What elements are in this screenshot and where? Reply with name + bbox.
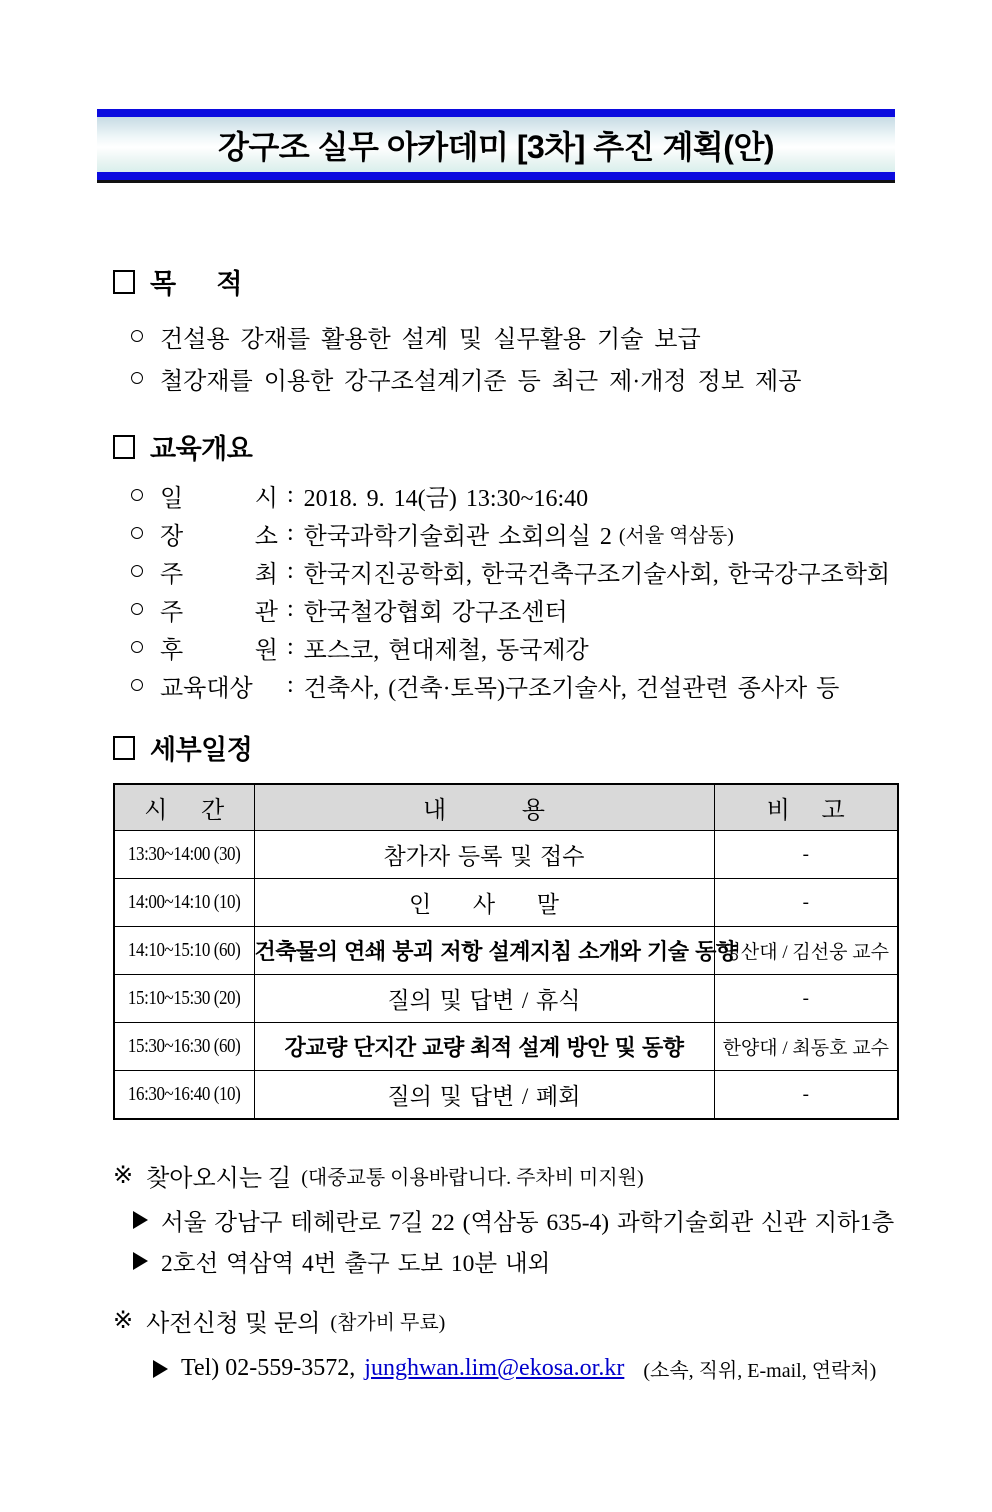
section-heading-schedule bbox=[113, 728, 992, 767]
schedule-time-cell bbox=[114, 975, 254, 1023]
contact-suffix: (소속, 직위, E-mail, 연락처) bbox=[643, 1360, 877, 1382]
header-label: 비 고 bbox=[766, 798, 845, 824]
directions-title: 찾아오시는 길 bbox=[146, 1166, 292, 1192]
schedule-row bbox=[114, 831, 898, 879]
circle-bullet-icon bbox=[131, 330, 143, 342]
schedule-content-cell bbox=[254, 975, 714, 1023]
content-value: 질의 및 답변 / 폐회 bbox=[387, 1084, 581, 1109]
schedule-row bbox=[114, 879, 898, 927]
overview-item-datetime bbox=[131, 476, 992, 514]
directions-list bbox=[0, 1199, 992, 1281]
overview-item-colon: : bbox=[287, 557, 294, 584]
overview-item-colon: : bbox=[287, 595, 294, 622]
overview-item-sponsor bbox=[131, 628, 992, 666]
schedule-time-cell bbox=[114, 1071, 254, 1120]
contact-line bbox=[153, 1354, 992, 1383]
circle-bullet-icon bbox=[131, 372, 143, 384]
header-label: 내 용 bbox=[423, 798, 545, 824]
schedule-remark-cell bbox=[714, 831, 898, 879]
overview-item-value: 2018. 9. 14(금) 13:30~16:40 bbox=[303, 485, 589, 512]
content-value: 참가자 등록 및 접수 bbox=[383, 844, 585, 869]
overview-item-host bbox=[131, 552, 992, 590]
remark-value: 한양대 / 최동호 교수 bbox=[722, 1038, 889, 1059]
schedule-row bbox=[114, 927, 898, 975]
overview-item-label: 일 시 bbox=[160, 485, 278, 512]
schedule-remark-cell bbox=[714, 975, 898, 1023]
reference-mark-icon: ※ bbox=[113, 1163, 134, 1189]
time-value: 13:30~14:00 (30) bbox=[128, 843, 241, 865]
time-value: 16:30~16:40 (10) bbox=[128, 1083, 241, 1105]
overview-item-list bbox=[0, 476, 992, 704]
purpose-bullet-text: 철강재를 이용한 강구조설계기준 등 최근 제·개정 정보 제공 bbox=[160, 368, 802, 395]
directions-line bbox=[133, 1199, 992, 1240]
circle-bullet-icon bbox=[131, 527, 143, 539]
overview-item-value: 한국지진공학회, 한국건축구조기술사회, 한국강구조학회 bbox=[303, 561, 891, 588]
content-value: 강교량 단지간 교량 최적 설계 방안 및 동향 bbox=[284, 1035, 684, 1060]
time-value: 14:10~15:10 (60) bbox=[128, 939, 241, 961]
overview-item-label: 후 원 bbox=[160, 637, 278, 664]
schedule-header-time bbox=[114, 784, 254, 831]
directions-heading bbox=[113, 1158, 992, 1193]
schedule-time-cell bbox=[114, 879, 254, 927]
overview-item-note: (서울 역삼동) bbox=[618, 524, 734, 547]
schedule-header-row bbox=[114, 784, 898, 831]
remark-value: 영산대 / 김선웅 교수 bbox=[722, 942, 889, 963]
header-label: 시 간 bbox=[144, 798, 225, 824]
overview-item-organizer bbox=[131, 590, 992, 628]
schedule-header-content bbox=[254, 784, 714, 831]
section-heading-purpose bbox=[113, 262, 992, 301]
content-value: 질의 및 답변 / 휴식 bbox=[387, 988, 581, 1013]
overview-item-value: 한국철강협회 강구조센터 bbox=[303, 599, 568, 626]
schedule-table bbox=[113, 783, 899, 1120]
overview-item-value: 포스코, 현대제철, 동국제강 bbox=[303, 637, 589, 664]
overview-item-colon: : bbox=[287, 671, 294, 698]
overview-item-label: 장 소 bbox=[160, 523, 278, 550]
schedule-header-remark bbox=[714, 784, 898, 831]
schedule-remark-cell bbox=[714, 1023, 898, 1071]
arrow-right-icon bbox=[153, 1360, 168, 1378]
content-value: 인 사 말 bbox=[409, 892, 559, 917]
reference-mark-icon: ※ bbox=[113, 1308, 134, 1334]
overview-item-colon: : bbox=[287, 519, 294, 546]
circle-bullet-icon bbox=[131, 489, 143, 501]
contact-tel: Tel) 02-559-3572, bbox=[181, 1355, 356, 1381]
remark-value: - bbox=[802, 1083, 809, 1105]
overview-item-value: 건축사, (건축·토목)구조기술사, 건설관련 종사자 등 bbox=[303, 675, 840, 702]
square-bullet-icon bbox=[113, 736, 135, 760]
schedule-content-cell bbox=[254, 879, 714, 927]
title-banner bbox=[97, 109, 895, 180]
application-title-note: (참가비 무료) bbox=[330, 1312, 446, 1334]
application-title: 사전신청 및 문의 bbox=[146, 1311, 321, 1337]
directions-line bbox=[133, 1240, 992, 1281]
schedule-time-cell bbox=[114, 927, 254, 975]
square-bullet-icon bbox=[113, 435, 135, 459]
overview-item-audience bbox=[131, 666, 992, 704]
section-heading-overview bbox=[113, 427, 992, 466]
square-bullet-icon bbox=[113, 270, 135, 294]
arrow-right-icon bbox=[133, 1252, 148, 1270]
time-value: 15:30~16:30 (60) bbox=[128, 1035, 241, 1057]
schedule-row bbox=[114, 975, 898, 1023]
purpose-bullet-item bbox=[131, 357, 992, 399]
application-heading bbox=[113, 1303, 992, 1338]
schedule-row bbox=[114, 1023, 898, 1071]
purpose-bullet-text: 건설용 강재를 활용한 설계 및 실무활용 기술 보급 bbox=[160, 326, 701, 353]
schedule-content-cell bbox=[254, 1071, 714, 1120]
document-title: 강구조 실무 아카데미 [3차] 추진 계획(안) bbox=[217, 128, 775, 165]
remark-value: - bbox=[802, 987, 809, 1009]
overview-item-colon: : bbox=[287, 633, 294, 660]
section-heading-label: 목 적 bbox=[150, 269, 242, 299]
schedule-time-cell bbox=[114, 1023, 254, 1071]
remark-value: - bbox=[802, 891, 809, 913]
overview-item-value: 한국과학기술회관 소회의실 2 bbox=[303, 523, 612, 550]
schedule-row bbox=[114, 1071, 898, 1120]
time-value: 14:00~14:10 (10) bbox=[128, 891, 241, 913]
overview-item-label: 교육대상 bbox=[160, 675, 253, 702]
overview-item-colon: : bbox=[287, 481, 294, 508]
overview-item-label: 주 관 bbox=[160, 599, 278, 626]
circle-bullet-icon bbox=[131, 603, 143, 615]
circle-bullet-icon bbox=[131, 641, 143, 653]
purpose-bullet-item bbox=[131, 315, 992, 357]
schedule-remark-cell bbox=[714, 927, 898, 975]
contact-email-link[interactable]: junghwan.lim@ekosa.or.kr bbox=[364, 1355, 625, 1381]
circle-bullet-icon bbox=[131, 679, 143, 691]
section-heading-label: 세부일정 bbox=[150, 735, 253, 765]
time-value: 15:10~15:30 (20) bbox=[128, 987, 241, 1009]
schedule-content-cell bbox=[254, 831, 714, 879]
schedule-content-cell bbox=[254, 927, 737, 975]
directions-title-note: (대중교통 이용바랍니다. 주차비 미지원) bbox=[301, 1167, 644, 1189]
circle-bullet-icon bbox=[131, 565, 143, 577]
overview-item-label: 주 최 bbox=[160, 561, 278, 588]
schedule-content-cell bbox=[254, 1023, 714, 1071]
content-value: 건축물의 연쇄 붕괴 저항 설계지침 소개와 기술 동향 bbox=[254, 939, 737, 964]
directions-line-text: 2호선 역삼역 4번 출구 도보 10분 내외 bbox=[161, 1250, 551, 1277]
section-heading-label: 교육개요 bbox=[150, 434, 253, 464]
schedule-remark-cell bbox=[714, 879, 898, 927]
remark-value: - bbox=[802, 843, 809, 865]
schedule-remark-cell bbox=[714, 1071, 898, 1120]
schedule-time-cell bbox=[114, 831, 254, 879]
overview-item-venue bbox=[131, 514, 992, 552]
purpose-bullet-list bbox=[0, 315, 992, 399]
directions-line-text: 서울 강남구 테헤란로 7길 22 (역삼동 635-4) 과학기술회관 신관 지하1층 bbox=[161, 1209, 895, 1236]
arrow-right-icon bbox=[133, 1211, 148, 1229]
